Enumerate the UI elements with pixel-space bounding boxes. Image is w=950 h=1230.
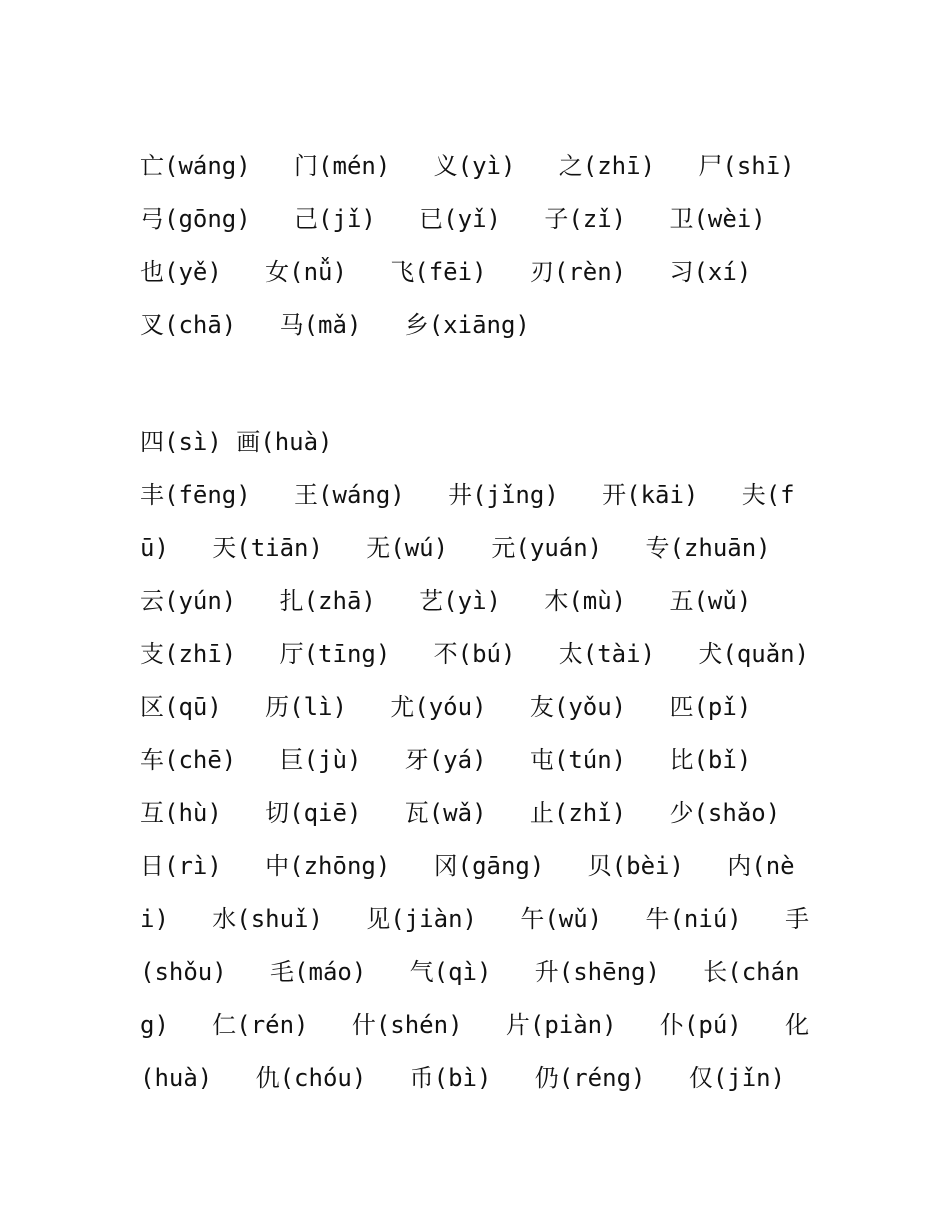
text-line: (huà) 仇(chóu) 币(bì) 仍(réng) 仅(jǐn): [140, 1064, 786, 1092]
text-line: 云(yún) 扎(zhā) 艺(yì) 木(mù) 五(wǔ): [140, 587, 752, 615]
text-line: 丰(fēng) 王(wáng) 井(jǐng) 开(kāi) 夫(f: [140, 481, 795, 509]
text-line: 亡(wáng) 门(mén) 义(yì) 之(zhī) 尸(shī): [140, 152, 795, 180]
text-line: (shǒu) 毛(máo) 气(qì) 升(shēng) 长(chán: [140, 958, 800, 986]
section-four-strokes: [140, 416, 820, 1105]
text-line: 支(zhī) 厅(tīng) 不(bú) 太(tài) 犬(quǎn): [140, 640, 810, 668]
text-line: i) 水(shuǐ) 见(jiàn) 午(wǔ) 牛(niú) 手: [140, 905, 810, 933]
text-line: 日(rì) 中(zhōng) 冈(gāng) 贝(bèi) 内(nè: [140, 852, 795, 880]
section-heading: 四(sì) 画(huà): [140, 428, 333, 456]
text-line: 车(chē) 巨(jù) 牙(yá) 屯(tún) 比(bǐ): [140, 746, 752, 774]
section-spacer: [140, 352, 820, 416]
section-three-strokes: [140, 140, 820, 352]
text-line: 区(qū) 历(lì) 尤(yóu) 友(yǒu) 匹(pǐ): [140, 693, 752, 721]
text-line: ū) 天(tiān) 无(wú) 元(yuán) 专(zhuān): [140, 534, 771, 562]
text-line: 弓(gōng) 己(jǐ) 已(yǐ) 子(zǐ) 卫(wèi): [140, 205, 766, 233]
text-line: 互(hù) 切(qiē) 瓦(wǎ) 止(zhǐ) 少(shǎo): [140, 799, 781, 827]
document-page: [140, 140, 820, 1105]
text-line: 叉(chā) 马(mǎ) 乡(xiāng): [140, 311, 530, 339]
text-line: 也(yě) 女(nǚ) 飞(fēi) 刃(rèn) 习(xí): [140, 258, 752, 286]
text-line: g) 仁(rén) 什(shén) 片(piàn) 仆(pú) 化: [140, 1011, 810, 1039]
